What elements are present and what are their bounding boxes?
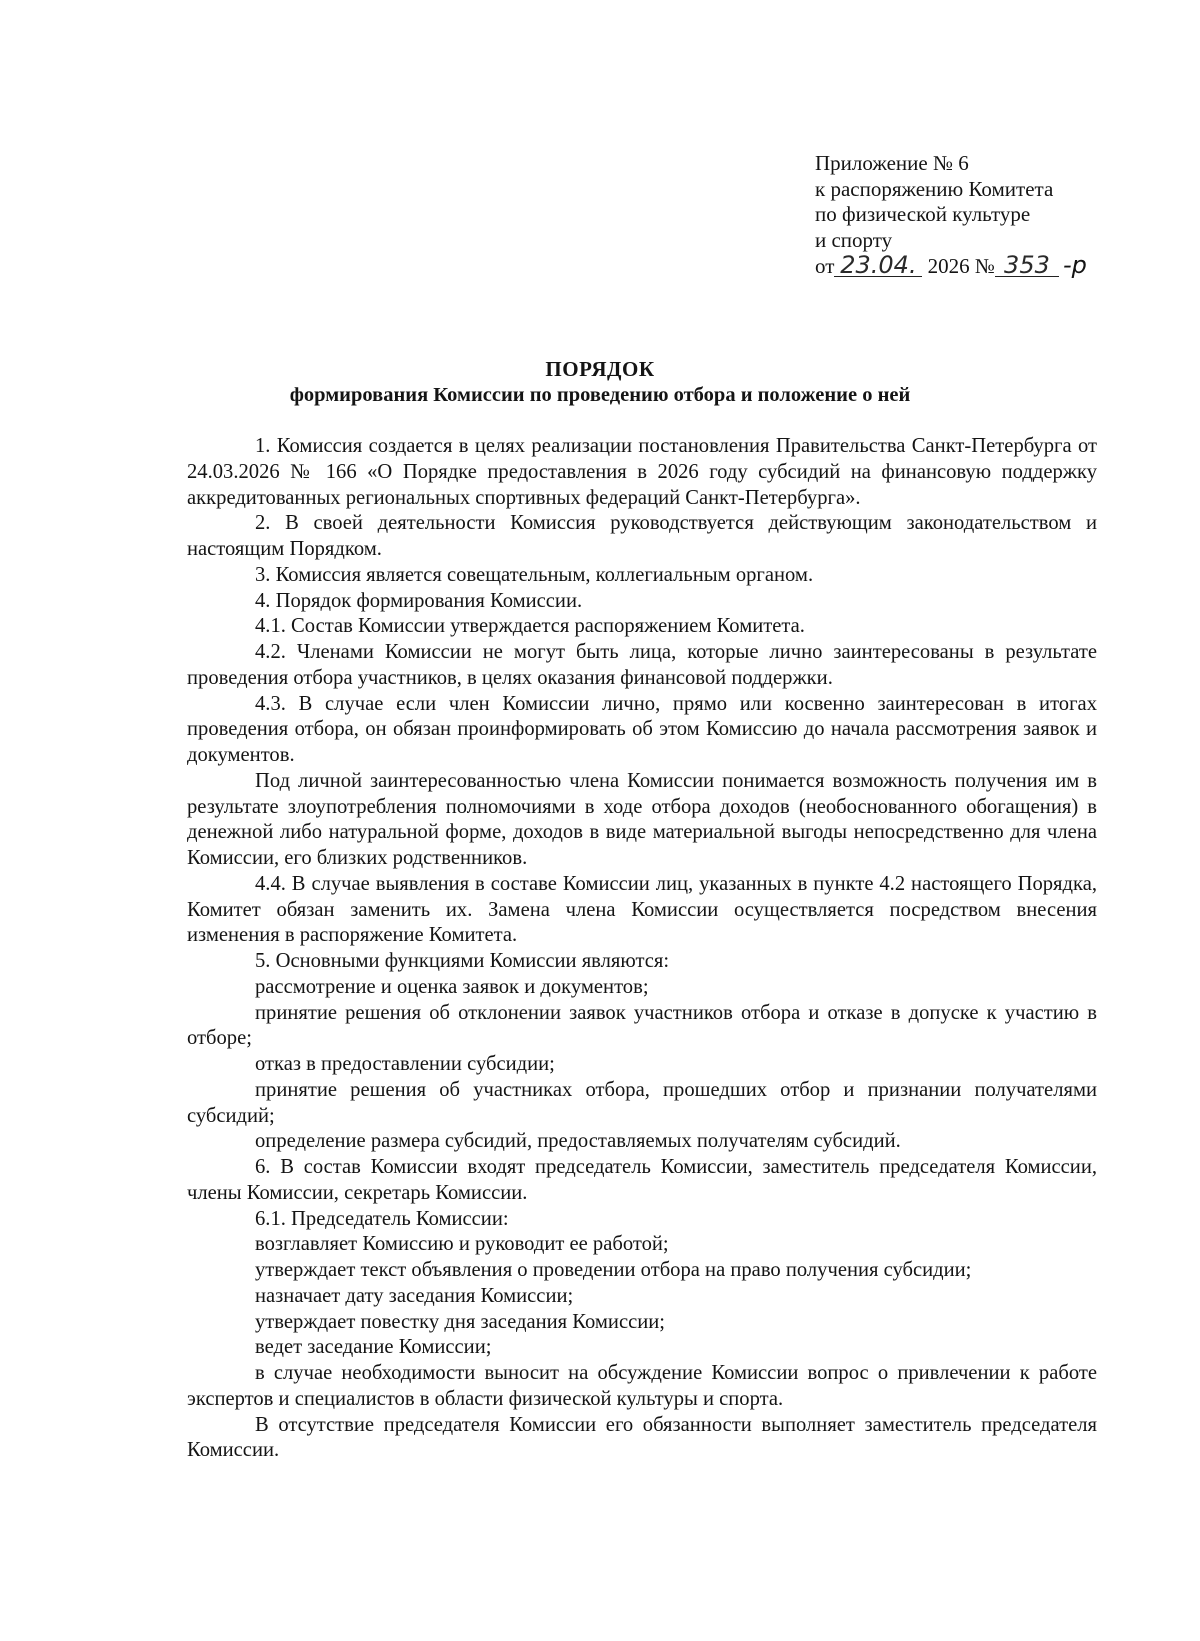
year-and-number-label: 2026 № — [927, 254, 995, 278]
paragraph-4-2: 4.2. Членами Комиссии не могут быть лица, которые лично заинтересованы в результате проведения отбора участников, в целях оказания финансовой поддержки. — [187, 641, 1097, 689]
title-main: ПОРЯДОК — [545, 357, 655, 381]
paragraph-6: 6. В состав Комиссии входят председатель Комиссии, заместитель председателя Комиссии, члены Комиссии, секретарь Комиссии. — [187, 1156, 1097, 1204]
paragraph-2: 2. В своей деятельности Комиссия руководствуется действующим законодательством и настоящим Порядком. — [187, 512, 1097, 560]
paragraph-3: 3. Комиссия является совещательным, коллегиальным органом. — [255, 563, 814, 586]
function-item: рассмотрение и оценка заявок и документов; — [255, 975, 649, 998]
handwritten-date: 23.04. — [834, 254, 922, 277]
function-item: отказ в предоставлении субсидии; — [255, 1053, 555, 1075]
appendix-number: Приложение № 6 — [815, 151, 969, 175]
paragraph-4: 4. Порядок формирования Комиссии. — [255, 589, 583, 612]
document-body — [187, 434, 1097, 1464]
document-title — [0, 356, 1200, 408]
paragraph-6-1: 6.1. Председатель Комиссии: — [255, 1207, 509, 1230]
appendix-header — [815, 151, 1155, 280]
chair-duty-item: утверждает повестку дня заседания Комиссии; — [255, 1310, 665, 1333]
chair-duty-item: ведет заседание Комиссии; — [255, 1336, 492, 1359]
title-subtitle: формирования Комиссии по проведению отбора и положение о ней — [289, 384, 911, 406]
chair-duty-item: в случае необходимости выносит на обсуждение Комиссии вопрос о привлечении к работе экспертов и специалистов в области физической культуры и спорта. — [187, 1362, 1097, 1410]
function-item: определение размера субсидий, предоставляемых получателям субсидий. — [255, 1130, 901, 1153]
chair-duty-item: назначает дату заседания Комиссии; — [255, 1284, 574, 1307]
paragraph-deputy: В отсутствие председателя Комиссии его обязанности выполняет заместитель председателя Комиссии. — [187, 1413, 1097, 1462]
paragraph-interest-definition: Под личной заинтересованностью члена Комиссии понимается возможность получения им в результате злоупотребления полномочиями в ходе отбора доходов (необоснованного обогащения) в денежной либо натуральной форме, доходов в виде материальной выгоды непосредственно для члена Комиссии, его близких родственников. — [187, 769, 1097, 869]
handwritten-number-suffix: -р — [1062, 251, 1087, 279]
paragraph-1: 1. Комиссия создается в целях реализации постановления Правительства Санкт-Петербурга от 24.03.2026 № 166 «О Порядке предоставления в 2026 году субсидий на финансовую поддержку аккредитованных региональных спортивных федераций Санкт-Петербурга». — [187, 435, 1097, 509]
chair-duty-item: утверждает текст объявления о проведении отбора на право получения субсидии; — [255, 1259, 972, 1281]
paragraph-4-4: 4.4. В случае выявления в составе Комиссии лиц, указанных в пункте 4.2 настоящего Порядка, Комитет обязан заменить их. Замена члена Комиссии осуществляется посредством внесения изменения в распоряжение Комитета. — [187, 872, 1097, 947]
paragraph-4-1: 4.1. Состав Комиссии утверждается распоряжением Комитета. — [255, 615, 805, 638]
handwritten-number: 353 — [995, 254, 1059, 277]
appendix-committee-line-2: и спорту — [815, 227, 893, 252]
appendix-date-line — [815, 253, 1155, 280]
paragraph-4-3: 4.3. В случае если член Комиссии лично, прямо или косвенно заинтересован в итогах проведения отбора, он обязан проинформировать об этом Комиссию до начала рассмотрения заявок и документов. — [187, 692, 1097, 766]
function-item: принятие решения об участниках отбора, прошедших отбор и признании получателями субсидий; — [187, 1078, 1097, 1127]
function-item: принятие решения об отклонении заявок участников отбора и отказе в допуске к участию в отборе; — [187, 1001, 1097, 1050]
date-prefix: от — [815, 254, 835, 278]
paragraph-5: 5. Основными функциями Комиссии являются: — [255, 950, 670, 972]
chair-duty-item: возглавляет Комиссию и руководит ее работой; — [255, 1233, 669, 1256]
appendix-committee-line: по физической культуре — [815, 202, 1031, 226]
appendix-order-ref: к распоряжению Комитета — [815, 176, 1054, 201]
